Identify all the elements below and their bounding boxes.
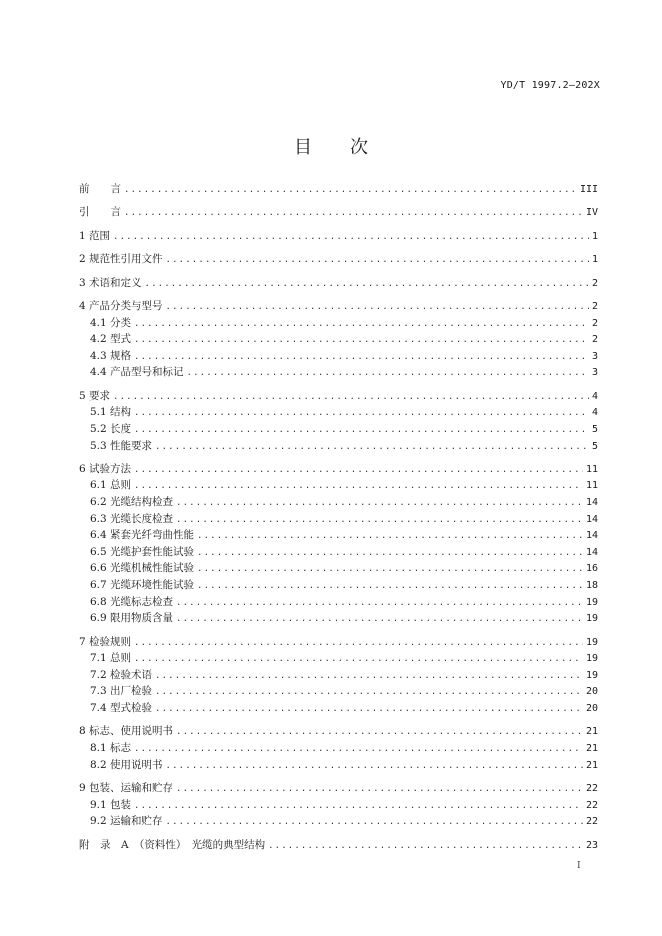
toc-entry-label: 引 言 xyxy=(79,206,121,219)
toc-entry-page: 11 xyxy=(585,480,598,492)
toc-entry-page: 3 xyxy=(591,350,598,362)
toc-leader-dots xyxy=(166,814,583,831)
toc-entry-page: III xyxy=(579,184,598,195)
toc-entry[interactable] xyxy=(79,594,598,611)
toc-leader-dots xyxy=(176,611,583,628)
toc-entry[interactable] xyxy=(79,477,598,494)
toc-entry-page: 19 xyxy=(585,669,598,681)
toc-entry[interactable] xyxy=(79,494,598,511)
toc-entry-page: 14 xyxy=(585,513,598,525)
toc-leader-dots xyxy=(197,528,583,545)
toc-leader-dots xyxy=(176,495,583,512)
toc-leader-dots xyxy=(134,478,583,495)
toc-entry-page: 2 xyxy=(591,300,598,312)
toc-entry-label: 4 产品分类与型号 xyxy=(79,299,163,312)
toc-entry-label: 4.4 产品型号和标记 xyxy=(90,366,184,379)
toc-leader-dots xyxy=(145,276,589,293)
toc-entry-page: 5 xyxy=(591,440,598,452)
toc-leader-dots xyxy=(197,561,583,578)
toc-entry[interactable] xyxy=(79,577,598,594)
toc-entry[interactable] xyxy=(79,813,598,830)
toc-leader-dots xyxy=(155,684,583,701)
toc-entry-page: 20 xyxy=(585,686,598,698)
toc-entry[interactable] xyxy=(79,511,598,528)
toc-entry-page: 5 xyxy=(591,423,598,435)
toc-entry[interactable] xyxy=(79,298,598,315)
toc-entry[interactable] xyxy=(79,404,598,421)
toc-entry-label: 6.6 光缆机械性能试验 xyxy=(90,562,195,575)
toc-entry[interactable] xyxy=(79,667,598,684)
toc-entry-label: 6.1 总则 xyxy=(90,479,132,492)
toc-entry[interactable] xyxy=(79,740,598,757)
toc-entry-label: 7.4 型式检验 xyxy=(90,702,153,714)
toc-entry-page: 11 xyxy=(585,463,598,475)
toc-leader-dots xyxy=(176,724,583,741)
toc-entry-page: 19 xyxy=(585,613,598,625)
toc-entry[interactable] xyxy=(79,388,598,405)
toc-leader-dots xyxy=(134,332,589,349)
toc-entry-label: 9.2 运输和贮存 xyxy=(90,815,163,828)
toc-leader-dots xyxy=(197,545,583,562)
toc-entry[interactable] xyxy=(79,650,598,667)
toc-entry-label: 5.2 长度 xyxy=(90,422,132,435)
toc-title xyxy=(0,133,662,159)
toc-entry-page: 21 xyxy=(585,759,598,771)
toc-entry-label: 8 标志、使用说明书 xyxy=(79,725,174,738)
toc-entry-label: 6.7 光缆环境性能试验 xyxy=(90,579,195,592)
toc-leader-dots xyxy=(155,439,589,456)
toc-entry[interactable] xyxy=(79,683,598,700)
toc-entry-page: IV xyxy=(585,207,598,219)
toc-leader-dots xyxy=(176,781,583,798)
toc-entry-label: 5.1 结构 xyxy=(90,406,132,419)
toc-entry-label: 6.2 光缆结构检查 xyxy=(90,496,174,509)
toc-entry-label: 3 术语和定义 xyxy=(79,276,142,289)
toc-entry-page: 22 xyxy=(585,782,598,794)
toc-leader-dots xyxy=(134,635,583,652)
toc-leader-dots xyxy=(268,838,583,855)
toc-entry-label: 8.2 使用说明书 xyxy=(90,758,163,771)
toc-entry-label: 9 包装、运输和贮存 xyxy=(79,781,174,794)
toc-entry-page: 14 xyxy=(585,530,598,542)
toc-entry-label: 8.1 标志 xyxy=(90,741,132,754)
toc-entry[interactable] xyxy=(79,228,598,245)
toc-leader-dots xyxy=(187,365,589,382)
toc-entry-label: 9.1 包装 xyxy=(90,798,132,811)
toc-entry-label: 7 检验规则 xyxy=(79,635,132,648)
toc-entry-page: 19 xyxy=(585,636,598,648)
toc-entry-page: 21 xyxy=(585,726,598,738)
toc-entry-label: 7.2 检验术语 xyxy=(90,668,153,681)
toc-title-right: 次 xyxy=(350,137,368,158)
toc-entry-label: 6 试验方法 xyxy=(79,462,132,475)
toc-entry-page: 19 xyxy=(585,653,598,665)
toc-leader-dots xyxy=(176,512,583,529)
toc-leader-dots xyxy=(134,405,589,422)
toc-entry-label: 6.5 光缆护套性能试验 xyxy=(90,545,195,558)
toc-leader-dots xyxy=(155,668,583,685)
toc-leader-dots xyxy=(124,182,577,199)
toc-entry-page: 22 xyxy=(585,799,598,811)
toc-entry-label: 6.8 光缆标志检查 xyxy=(90,595,174,608)
toc-entry-label: 6.4 紧套光纤弯曲性能 xyxy=(90,529,195,542)
toc-entry-page: 21 xyxy=(585,742,598,754)
toc-leader-dots xyxy=(155,701,583,718)
toc-entry[interactable] xyxy=(79,461,598,478)
toc-entry-page: 19 xyxy=(585,596,598,608)
toc-entry[interactable] xyxy=(79,797,598,814)
toc-entry[interactable] xyxy=(79,421,598,438)
toc-entry-label: 7.1 总则 xyxy=(90,652,132,665)
toc-entry-page: 14 xyxy=(585,497,598,509)
toc-entry-label: 6.9 限用物质含量 xyxy=(90,612,174,625)
toc-entry[interactable] xyxy=(79,251,598,268)
toc-entry[interactable] xyxy=(79,364,598,381)
toc-entry-label: 附 录 A （资料性） 光缆的典型结构 xyxy=(79,838,266,851)
toc-entry-page: 14 xyxy=(585,546,598,558)
toc-entry[interactable] xyxy=(79,438,598,455)
toc-leader-dots xyxy=(197,578,583,595)
toc-entry[interactable] xyxy=(79,348,598,365)
toc-entry-page: 1 xyxy=(591,254,598,266)
toc-entry-page: 16 xyxy=(585,563,598,575)
toc-entry-label: 1 范围 xyxy=(79,229,111,242)
toc-leader-dots xyxy=(134,462,583,479)
toc-entry-page: 2 xyxy=(591,277,598,289)
toc-entry-label: 4.1 分类 xyxy=(90,316,132,329)
toc-leader-dots xyxy=(124,205,583,222)
toc-entry-page: 18 xyxy=(585,580,598,592)
toc-entry[interactable] xyxy=(79,527,598,544)
toc-entry[interactable] xyxy=(79,544,598,561)
toc-leader-dots xyxy=(166,252,589,269)
toc-entry-page: 2 xyxy=(591,317,598,329)
toc-title-left: 目 xyxy=(294,137,312,158)
toc-entry[interactable] xyxy=(79,700,598,717)
toc-entry-label: 5.3 性能要求 xyxy=(90,439,153,452)
toc-leader-dots xyxy=(134,651,583,668)
toc-entry[interactable] xyxy=(79,315,598,332)
toc-entry[interactable] xyxy=(79,560,598,577)
page-number: I xyxy=(577,861,581,871)
toc-entry[interactable] xyxy=(79,634,598,651)
toc-entry-page: 4 xyxy=(591,407,598,419)
toc-entry[interactable] xyxy=(79,610,598,627)
toc-entry-page: 2 xyxy=(591,334,598,346)
toc-entry[interactable] xyxy=(79,275,598,292)
toc-entry-page: 22 xyxy=(585,816,598,828)
toc-entry-page: 23 xyxy=(585,839,598,851)
toc-entry-label: 4.2 型式 xyxy=(90,333,132,346)
toc-leader-dots xyxy=(134,741,583,758)
document-code: YD/T 1997.2—202X xyxy=(500,80,600,91)
toc-leader-dots xyxy=(113,389,589,406)
toc-entry[interactable] xyxy=(79,723,598,740)
toc-entry[interactable] xyxy=(79,331,598,348)
toc-leader-dots xyxy=(176,595,583,612)
toc-leader-dots xyxy=(134,349,589,366)
toc-entry[interactable] xyxy=(79,837,598,854)
toc-entry-page: 4 xyxy=(591,390,598,402)
toc-leader-dots xyxy=(166,758,583,775)
toc-entry-page: 1 xyxy=(591,230,598,242)
toc-entry-label: 2 规范性引用文件 xyxy=(79,253,163,266)
toc-entry-page: 3 xyxy=(591,367,598,379)
toc-leader-dots xyxy=(134,422,589,439)
toc-leader-dots xyxy=(134,798,583,815)
toc-entry-page: 20 xyxy=(585,703,598,714)
toc-leader-dots xyxy=(166,299,589,316)
toc-entry-label: 4.3 规格 xyxy=(90,349,132,362)
toc-leader-dots xyxy=(134,316,589,333)
toc-entry-label: 5 要求 xyxy=(79,389,111,402)
toc-entry-label: 7.3 出厂检验 xyxy=(90,685,153,698)
toc-entry[interactable] xyxy=(79,780,598,797)
toc-entry-label: 前 言 xyxy=(79,183,121,195)
toc-entry[interactable] xyxy=(79,181,598,198)
toc-leader-dots xyxy=(113,229,589,246)
toc-entry[interactable] xyxy=(79,204,598,221)
table-of-contents xyxy=(79,181,598,853)
toc-entry[interactable] xyxy=(79,757,598,774)
toc-entry-label: 6.3 光缆长度检查 xyxy=(90,512,174,525)
